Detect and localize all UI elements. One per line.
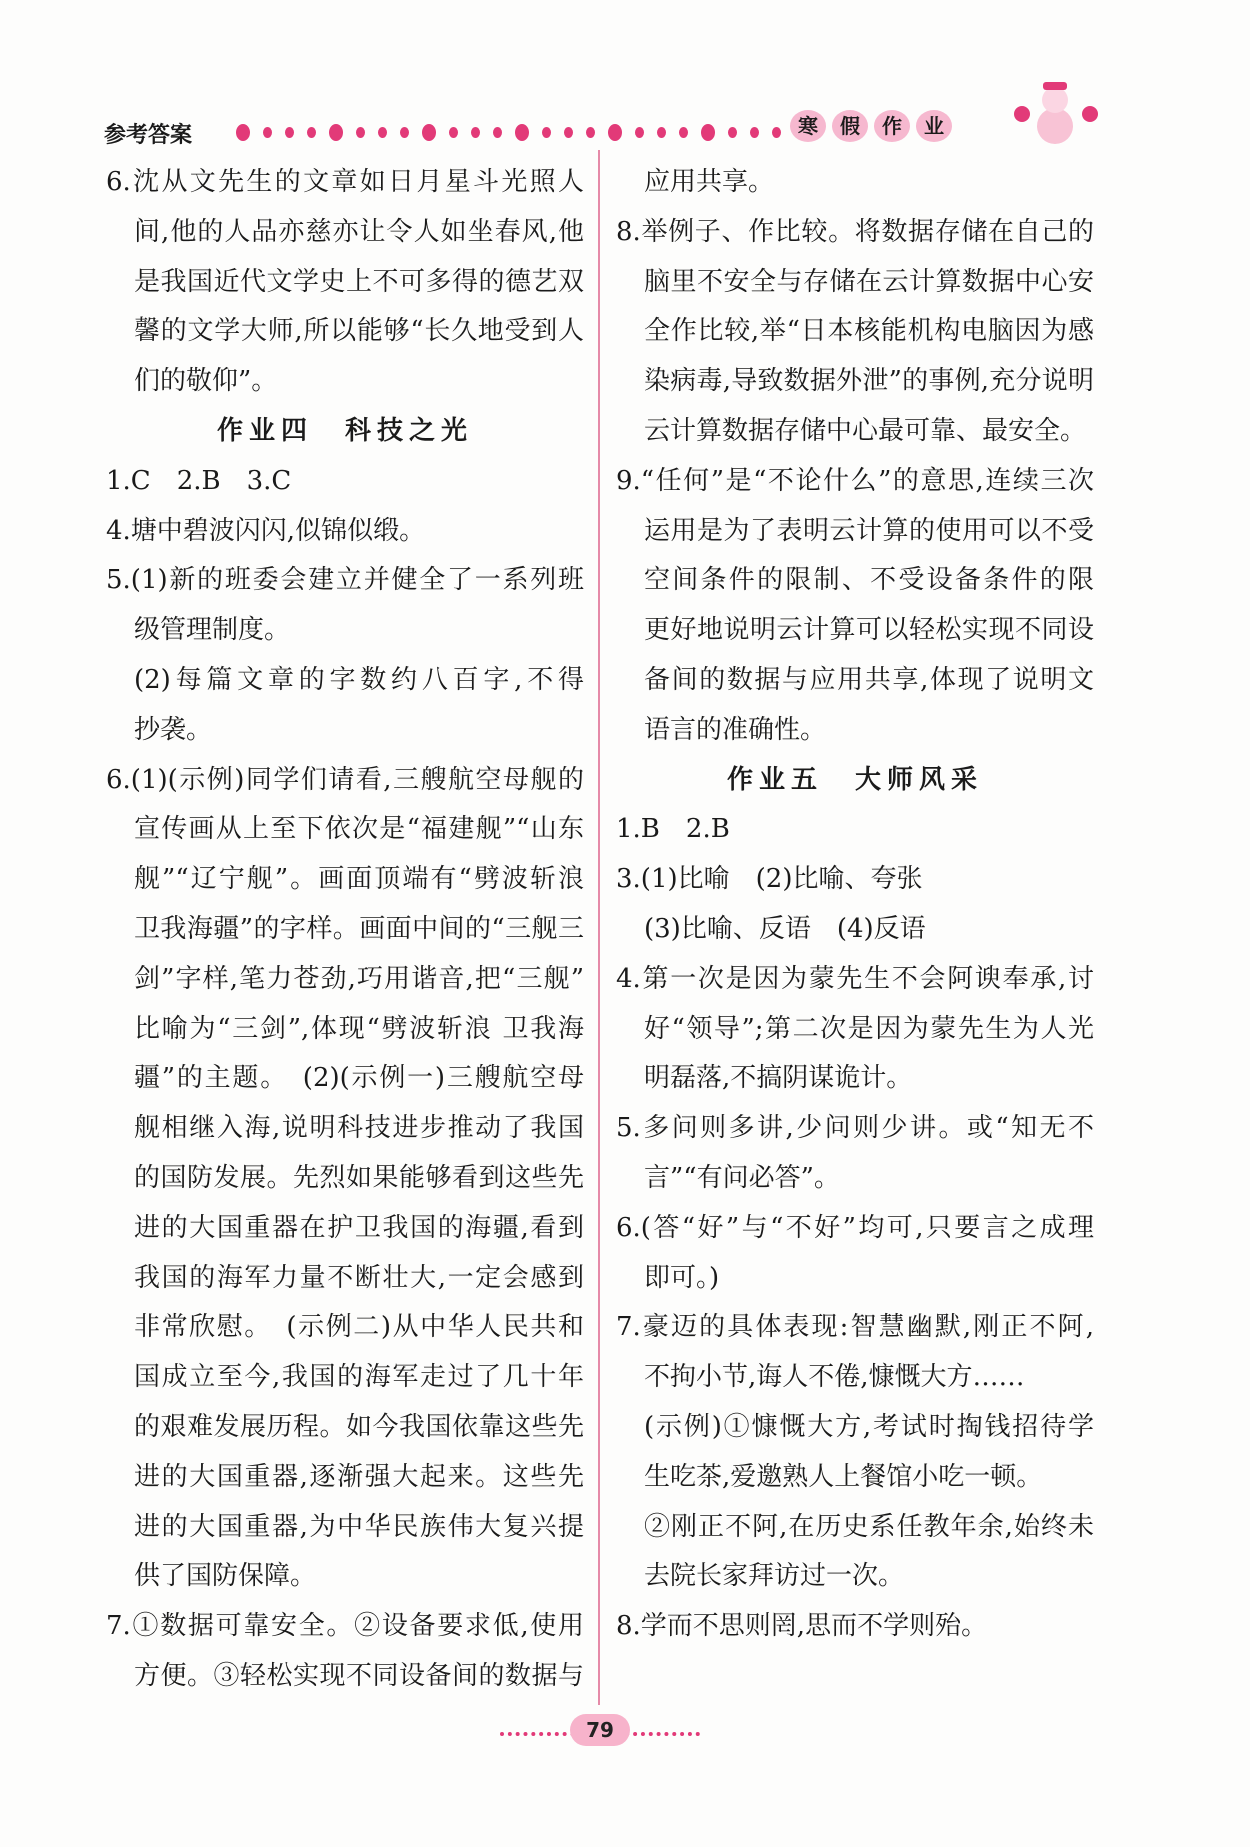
answer-line: 生吃茶,爱邀熟人上餐馆小吃一顿。 (644, 1461, 1043, 1492)
header-dot (356, 127, 365, 138)
answer-line: 5.(1)新的班委会建立并健全了一系列班 (106, 565, 584, 596)
answer-line: 云计算数据存储中心最可靠、最安全。 (644, 415, 1087, 446)
header-dot (515, 124, 529, 141)
answer-line: 舰”“辽宁舰”。画面顶端有“劈波斩浪 (134, 864, 584, 895)
header-dot (701, 124, 715, 141)
answer-line: (2)每篇文章的字数约八百字,不得 (134, 664, 584, 695)
answer-line: 比喻为“三剑”,体现“劈波斩浪 卫我海 (134, 1013, 584, 1044)
answer-line: 7.豪迈的具体表现:智慧幽默,刚正不阿, (616, 1312, 1094, 1343)
answer-line: 剑”字样,笔力苍劲,巧用谐音,把“三舰” (134, 963, 584, 994)
answer-line: 进的大国重器在护卫我国的海疆,看到 (134, 1212, 584, 1243)
right-column (616, 158, 1094, 1652)
answer-line: (示例)①慷慨大方,考试时掏钱招待学 (644, 1411, 1094, 1442)
answer-line: 好“领导”;第二次是因为蒙先生为人光 (644, 1013, 1094, 1044)
answer-line: 疆”的主题。 (2)(示例一)三艘航空母 (134, 1063, 584, 1094)
answer-line: 的国防发展。先烈如果能够看到这些先 (134, 1162, 584, 1193)
header-dot (679, 127, 688, 138)
answer-line: 染病毒,导致数据外泄”的事例,充分说明 (644, 366, 1094, 397)
answer-line: 空间条件的限制、不受设备条件的限 (644, 565, 1094, 596)
answer-line: 脑里不安全与存储在云计算数据中心安 (644, 266, 1094, 297)
page-number: 79 (570, 1714, 630, 1746)
answer-line: 供了国防保障。 (134, 1561, 317, 1592)
answer-line: 即可。) (644, 1262, 720, 1293)
answer-line: 4.塘中碧波闪闪,似锦似缎。 (106, 515, 426, 546)
answer-line: 备间的数据与应用共享,体现了说明文 (644, 664, 1094, 695)
snowman-icon (1010, 78, 1100, 148)
page-footer (500, 1712, 700, 1748)
header-dot (728, 127, 737, 138)
answer-line: 国成立至今,我国的海军走过了几十年 (134, 1362, 584, 1393)
answer-line: 3.(1)比喻 (2)比喻、夸张 (616, 864, 923, 895)
header-dot (449, 127, 458, 138)
logo-char: 业 (916, 110, 952, 142)
header-dot (471, 127, 480, 138)
answer-line: ②刚正不阿,在历史系任教年余,始终未 (644, 1511, 1094, 1542)
answer-line: 宣传画从上至下依次是“福建舰”“山东 (134, 814, 584, 845)
header-dot (263, 127, 272, 138)
header-dot (307, 127, 316, 138)
logo-char: 假 (832, 110, 868, 142)
answer-line: 应用共享。 (644, 167, 775, 197)
answer-line: 5.多问则多讲,少问则少讲。或“知无不 (616, 1113, 1094, 1144)
answer-line: 方便。③轻松实现不同设备间的数据与 (134, 1660, 584, 1691)
header-dot (542, 127, 551, 138)
header-dot (564, 127, 573, 138)
header-dot (586, 127, 595, 138)
answer-line: 7.①数据可靠安全。②设备要求低,使用 (106, 1611, 584, 1642)
answer-line: 抄袭。 (134, 714, 213, 745)
answer-line: 非常欣慰。 (示例二)从中华人民共和 (134, 1312, 584, 1343)
header-dot (236, 124, 250, 141)
section-heading: 作业五 大师风采 (726, 764, 983, 795)
answer-line: 1.B 2.B (616, 814, 730, 845)
answer-line: 6.(1)(示例)同学们请看,三艘航空母舰的 (106, 764, 584, 795)
answer-line: 8.学而不思则罔,思而不学则殆。 (616, 1611, 988, 1642)
header-dot (657, 127, 666, 138)
answer-line: 6.沈从文先生的文章如日月星斗光照人 (106, 167, 584, 197)
answer-line: 语言的准确性。 (644, 714, 827, 745)
answer-line: 明磊落,不搞阴谋诡计。 (644, 1063, 913, 1094)
answer-line: 进的大国重器,逐渐强大起来。这些先 (134, 1461, 584, 1492)
answer-line: 进的大国重器,为中华民族伟大复兴提 (134, 1511, 584, 1542)
header-dot (400, 127, 409, 138)
header-dot (750, 127, 759, 138)
header-dot (608, 124, 622, 141)
answer-line: 更好地说明云计算可以轻松实现不同设 (644, 615, 1094, 646)
header-dot (772, 127, 781, 138)
header-dots (236, 124, 781, 141)
answer-line: 卫我海疆”的字样。画面中间的“三舰三 (134, 913, 584, 944)
logo-char: 作 (874, 110, 910, 142)
header-dot (329, 124, 343, 141)
answer-line: 言”“有问必答”。 (644, 1162, 840, 1193)
answer-line: 级管理制度。 (134, 615, 291, 646)
header-dot (378, 127, 387, 138)
section-heading: 作业四 科技之光 (216, 415, 473, 446)
header-dot (493, 127, 502, 138)
header-dot (285, 127, 294, 138)
answer-line: 馨的文学大师,所以能够“长久地受到人 (134, 316, 584, 347)
logo-char: 寒 (790, 110, 826, 142)
header-dot (635, 127, 644, 138)
header-title: 参考答案 (104, 123, 193, 148)
answer-line: 运用是为了表明云计算的使用可以不受 (644, 515, 1094, 546)
answer-line: 不拘小节,诲人不倦,慷慨大方…… (644, 1362, 1025, 1393)
answer-line: 是我国近代文学史上不可多得的德艺双 (134, 266, 584, 297)
answer-line: 我国的海军力量不断壮大,一定会感到 (134, 1262, 584, 1293)
answer-line: 1.C 2.B 3.C (106, 465, 292, 496)
answer-line: 6.(答“好”与“不好”均可,只要言之成理 (616, 1212, 1094, 1243)
answer-line: (3)比喻、反语 (4)反语 (644, 913, 926, 944)
answer-line: 8.举例子、作比较。将数据存储在自己的 (616, 216, 1094, 247)
answer-line: 全作比较,举“日本核能机构电脑因为感 (644, 316, 1094, 347)
winter-homework-logo (790, 110, 952, 142)
column-divider (598, 150, 600, 1705)
answer-line: 舰相继入海,说明科技进步推动了我国 (134, 1113, 584, 1144)
header-dot (422, 124, 436, 141)
left-column (106, 158, 584, 1702)
answer-line: 的艰难发展历程。如今我国依靠这些先 (134, 1411, 584, 1442)
answer-line: 间,他的人品亦慈亦让令人如坐春风,他 (134, 216, 584, 247)
answer-line: 9.“任何”是“不论什么”的意思,连续三次 (616, 465, 1094, 496)
answer-line: 4.第一次是因为蒙先生不会阿谀奉承,讨 (616, 963, 1094, 994)
answer-line: 们的敬仰”。 (134, 366, 278, 397)
answer-line: 去院长家拜访过一次。 (644, 1561, 905, 1592)
